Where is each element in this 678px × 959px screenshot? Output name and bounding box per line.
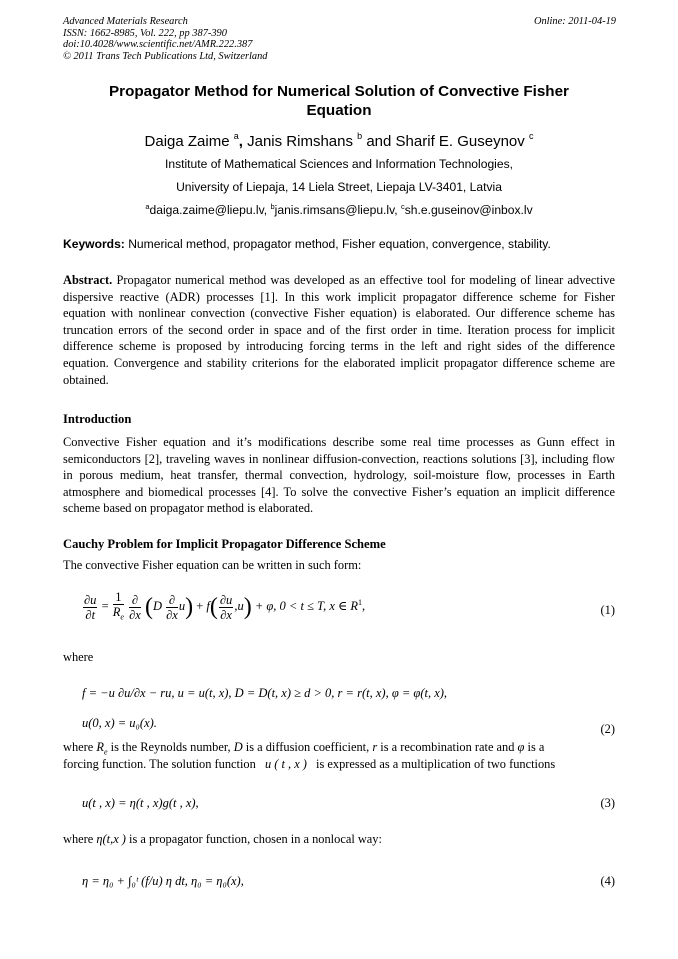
solution-function-line — [63, 757, 555, 772]
solution-line-text: forcing function. The solution function — [63, 757, 256, 771]
eta-pre: where — [63, 832, 94, 846]
keywords-label: Keywords: — [63, 237, 125, 251]
equation-1: $\frac{\partial u}{\partial t}$ = $\frac{1}{R_e}$ $\frac{\partial}{\partial x}$ (D $\frac{\partial}{\partial x}$ u) + f( $\frac{\partial u}{\partial x}$ ,u) + φ, 0 < t ≤ T, x ∈ $R^1$, — [82, 590, 365, 625]
equation-2-line-2: u(0, x) = u₀(x). — [82, 716, 157, 730]
abstract-text: Propagator numerical method was developed as an effective tool for modeling of linear advective dispersive reactive (ADR) processes [1]. In this work implicit propagator difference scheme for Fisher equation with nonlinear convection (convective Fisher equation) is elaborated. Our difference scheme has truncation errors of the second order in space and of the first order in time. Iteration process for implicit difference scheme is proposed by introducing forcing terms in the left and right sides of the difference equation. Convergence and stability criterions for the elaborated implicit propagator difference scheme are obtained. — [63, 273, 615, 387]
abstract — [63, 272, 615, 388]
cauchy-heading: Cauchy Problem for Implicit Propagator Difference Scheme — [63, 537, 386, 551]
frac-d-dx: $\frac{\partial}{\partial x}$ — [129, 592, 141, 622]
affiliation-line-1: Institute of Mathematical Sciences and Information Technologies, — [164, 157, 513, 171]
re-sub: e — [103, 747, 108, 757]
author-list — [0, 131, 678, 150]
frac-du-dt: $\frac{\partial u}{\partial t}$ — [84, 592, 97, 622]
equation-1-sup: 1 — [358, 597, 363, 607]
propagator-definition — [63, 832, 382, 847]
equation-1-tail: + φ, 0 < t ≤ T, x ∈ R — [254, 599, 359, 614]
author-3: Sharif E. Guseynov — [395, 133, 525, 150]
frac-d-dx-2: $\frac{\partial}{\partial x}$ — [166, 592, 178, 622]
equation-4-number: (4) — [600, 874, 615, 888]
phi-symbol: φ — [517, 740, 525, 754]
abstract-label: Abstract. — [63, 273, 113, 287]
affiliation-line-2: University of Liepaja, 14 Liela Street, Liepaja LV-3401, Latvia — [176, 180, 502, 194]
eta-post: is a propagator function, chosen in a nonlocal way: — [129, 832, 382, 846]
author-1-mark: a — [233, 131, 239, 141]
copyright-line: © 2011 Trans Tech Publications Ltd, Switzerland — [63, 50, 268, 62]
author-and: and — [366, 133, 392, 150]
d-text: is a diffusion coefficient, — [245, 740, 370, 754]
where-label: where — [63, 650, 94, 664]
phi-text: is a — [527, 740, 545, 754]
paper-title — [70, 82, 608, 120]
journal-name: Advanced Materials Research — [63, 16, 188, 27]
equation-2-line-1: f = −u ∂u/∂x − ru, u = u(t, x), D = D(t, x) ≥ d > 0, r = r(t, x), φ = φ(t, x), — [82, 686, 448, 700]
doi-line: doi:10.4028/www.scientific.net/AMR.222.387 — [63, 39, 253, 51]
author-2: Janis Rimshans — [247, 133, 353, 150]
keywords — [63, 237, 618, 251]
email-b-mark: b — [270, 202, 275, 211]
eta-symbol: η(t,x ) — [96, 832, 126, 846]
introduction-heading: Introduction — [63, 412, 132, 426]
symbols-definition — [63, 740, 615, 756]
keywords-text: Numerical method, propagator method, Fisher equation, convergence, stability. — [128, 237, 551, 251]
email-line — [0, 202, 678, 217]
email-a: daiga.zaime@liepu.lv, — [149, 203, 268, 217]
solution-line-end: is expressed as a multiplication of two functions — [316, 757, 556, 771]
email-b: janis.rimsans@liepu.lv, — [274, 203, 398, 217]
re-pre: where — [63, 740, 94, 754]
d-symbol: D — [233, 740, 243, 754]
re-symbol: R — [96, 740, 104, 754]
re-mid: is the Reynolds number, — [110, 740, 231, 754]
equation-2-number: (2) — [600, 722, 615, 736]
r-text: is a recombination rate and — [380, 740, 515, 754]
equation-1-number: (1) — [600, 603, 615, 617]
equation-4: η = η₀ + ∫₀ᵗ (f/u) η dt, η₀ = η₀(x), — [82, 874, 244, 888]
email-c: sh.e.guseinov@inbox.lv — [404, 203, 533, 217]
running-header — [63, 16, 616, 62]
equation-3-number: (3) — [600, 796, 615, 810]
online-date: Online: 2011-04-19 — [533, 16, 616, 27]
title-line-1: Propagator Method for Numerical Solution of Convective Fisher — [109, 83, 569, 100]
cauchy-intro: The convective Fisher equation can be written in such form: — [63, 558, 362, 572]
frac-du-dx: $\frac{\partial u}{\partial x}$ — [219, 592, 233, 622]
issn-line: ISSN: 1662-8985, Vol. 222, pp 387-390 — [63, 27, 227, 39]
author-2-mark: b — [357, 131, 363, 141]
equation-3: u(t , x) = η(t , x)g(t , x), — [82, 796, 199, 810]
author-separator: , — [238, 133, 243, 150]
r-symbol: r — [372, 740, 378, 754]
frac-1-re: $\frac{1}{R_e}$ — [112, 590, 124, 622]
title-line-2: Equation — [306, 102, 372, 119]
author-1: Daiga Zaime — [144, 133, 230, 150]
email-a-mark: a — [145, 202, 150, 211]
introduction-text: Convective Fisher equation and it’s modifications describe some real time processes as Gunn effect in semiconductors [2], traveling waves in nonlinear diffusion-convection, reactions solutions [3], including flow in porous medium, heat transfer, thermal convection, hydrology, soil-moisture flow, processes in Earth atmosphere and biomedical processes [4]. To solve the convective Fisher’s equation an implicit difference scheme based on propagator method is elaborated. — [63, 435, 615, 516]
email-c-mark: c — [400, 202, 405, 211]
author-3-mark: c — [528, 131, 534, 141]
equation-1-end: , — [362, 599, 366, 614]
u-symbol: u ( t , x ) — [264, 757, 307, 771]
